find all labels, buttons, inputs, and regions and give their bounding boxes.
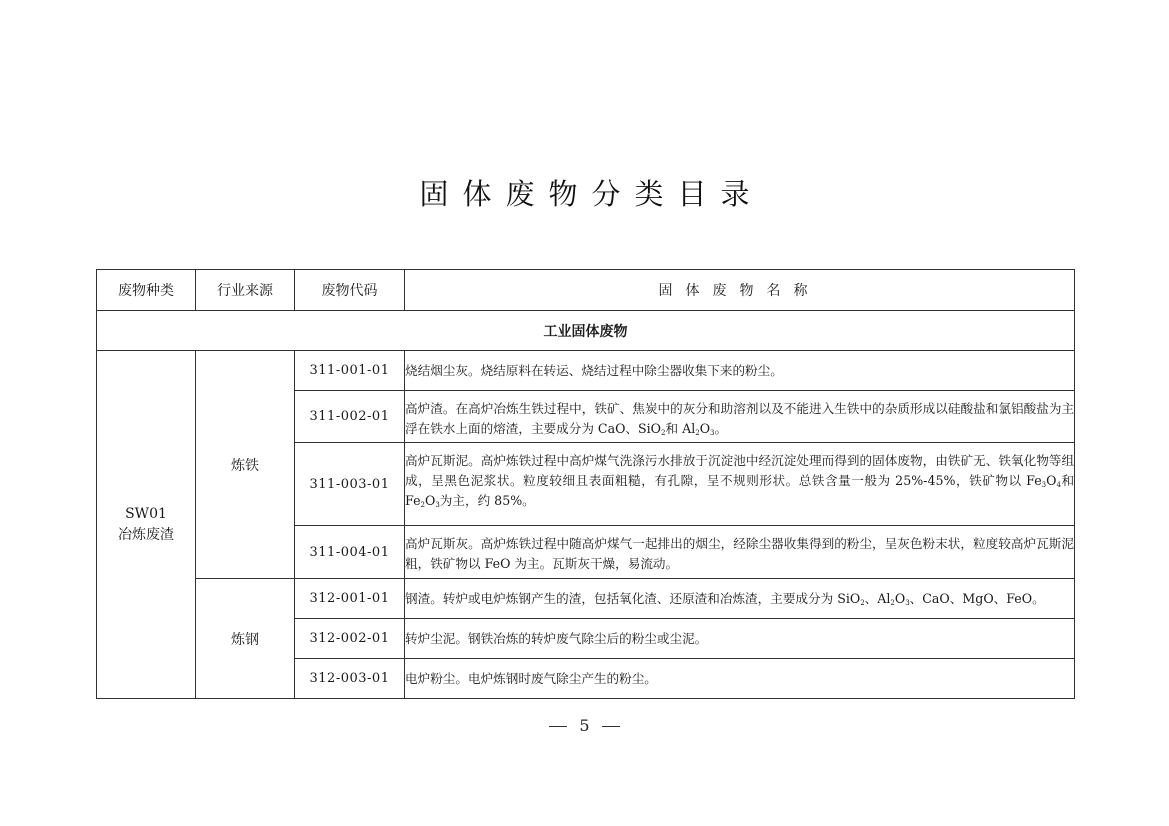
category-code: SW01: [125, 505, 167, 522]
waste-description: 电炉粉尘。电炉炼钢时废气除尘产生的粉尘。: [405, 659, 1075, 699]
waste-description: 高炉渣。在高炉冶炼生铁过程中，铁矿、焦炭中的灰分和助溶剂以及不能进入生铁中的杂质形成以硅酸盐和氯铝酸盐为主浮在铁水上面的熔渣，主要成分为 CaO、SiO$_2$和 $Al_2O_3$。: [405, 391, 1075, 443]
waste-code: 312-003-01: [295, 659, 405, 699]
table-row: [97, 351, 1075, 391]
waste-code: 312-002-01: [295, 619, 405, 659]
waste-description: 转炉尘泥。钢铁冶炼的转炉废气除尘后的粉尘或尘泥。: [405, 619, 1075, 659]
waste-description: 钢渣。转炉或电炉炼钢产生的渣，包括氧化渣、还原渣和冶炼渣，主要成分为 SiO$_2$、$Al_2O_3$、CaO、MgO、FeO。: [405, 579, 1075, 619]
document-title: 固体废物分类目录: [419, 177, 764, 211]
page-footer: [0, 716, 1169, 735]
waste-code: 311-002-01: [295, 391, 405, 443]
waste-code: 311-001-01: [295, 351, 405, 391]
waste-catalog-table: [96, 269, 1075, 699]
section-title: 工业固体废物: [97, 311, 1075, 351]
waste-description: 烧结烟尘灰。烧结原料在转运、烧结过程中除尘器收集下来的粉尘。: [405, 351, 1075, 391]
waste-description: 高炉瓦斯灰。高炉炼铁过程中随高炉煤气一起排出的烟尘，经除尘器收集得到的粉尘，呈灰色粉末状，粒度较高炉瓦斯泥粗，铁矿物以 FeO 为主。瓦斯灰干燥，易流动。: [405, 526, 1075, 579]
source-cell-steelmaking: 炼钢: [196, 579, 295, 699]
footer-dash-left: [549, 726, 567, 727]
section-row: [97, 311, 1075, 351]
header-waste-code: 废物代码: [295, 270, 405, 311]
table-row: [97, 579, 1075, 619]
table-header-row: [97, 270, 1075, 311]
waste-description: 高炉瓦斯泥。高炉炼铁过程中高炉煤气洗涤污水排放于沉淀池中经沉淀处理而得到的固体废物，由铁矿无、铁氧化物等组成，呈黑色泥浆状。粒度较细且表面粗糙，有孔隙，呈不规则形状。总铁含量一般为 25%-45%，铁矿物以 $Fe_3O_4$和 $Fe_2O_3$为主，约 85%。: [405, 443, 1075, 526]
category-cell: [97, 351, 196, 699]
category-name: 冶炼废渣: [118, 526, 174, 543]
waste-code: 312-001-01: [295, 579, 405, 619]
footer-dash-right: [602, 726, 620, 727]
waste-code: 311-004-01: [295, 526, 405, 579]
waste-code: 311-003-01: [295, 443, 405, 526]
source-cell-ironmaking: 炼铁: [196, 351, 295, 579]
header-waste-type: 废物种类: [97, 270, 196, 311]
header-waste-name: 固体废物名称: [405, 270, 1075, 311]
header-industry-source: 行业来源: [196, 270, 295, 311]
page-number: 5: [579, 716, 590, 735]
